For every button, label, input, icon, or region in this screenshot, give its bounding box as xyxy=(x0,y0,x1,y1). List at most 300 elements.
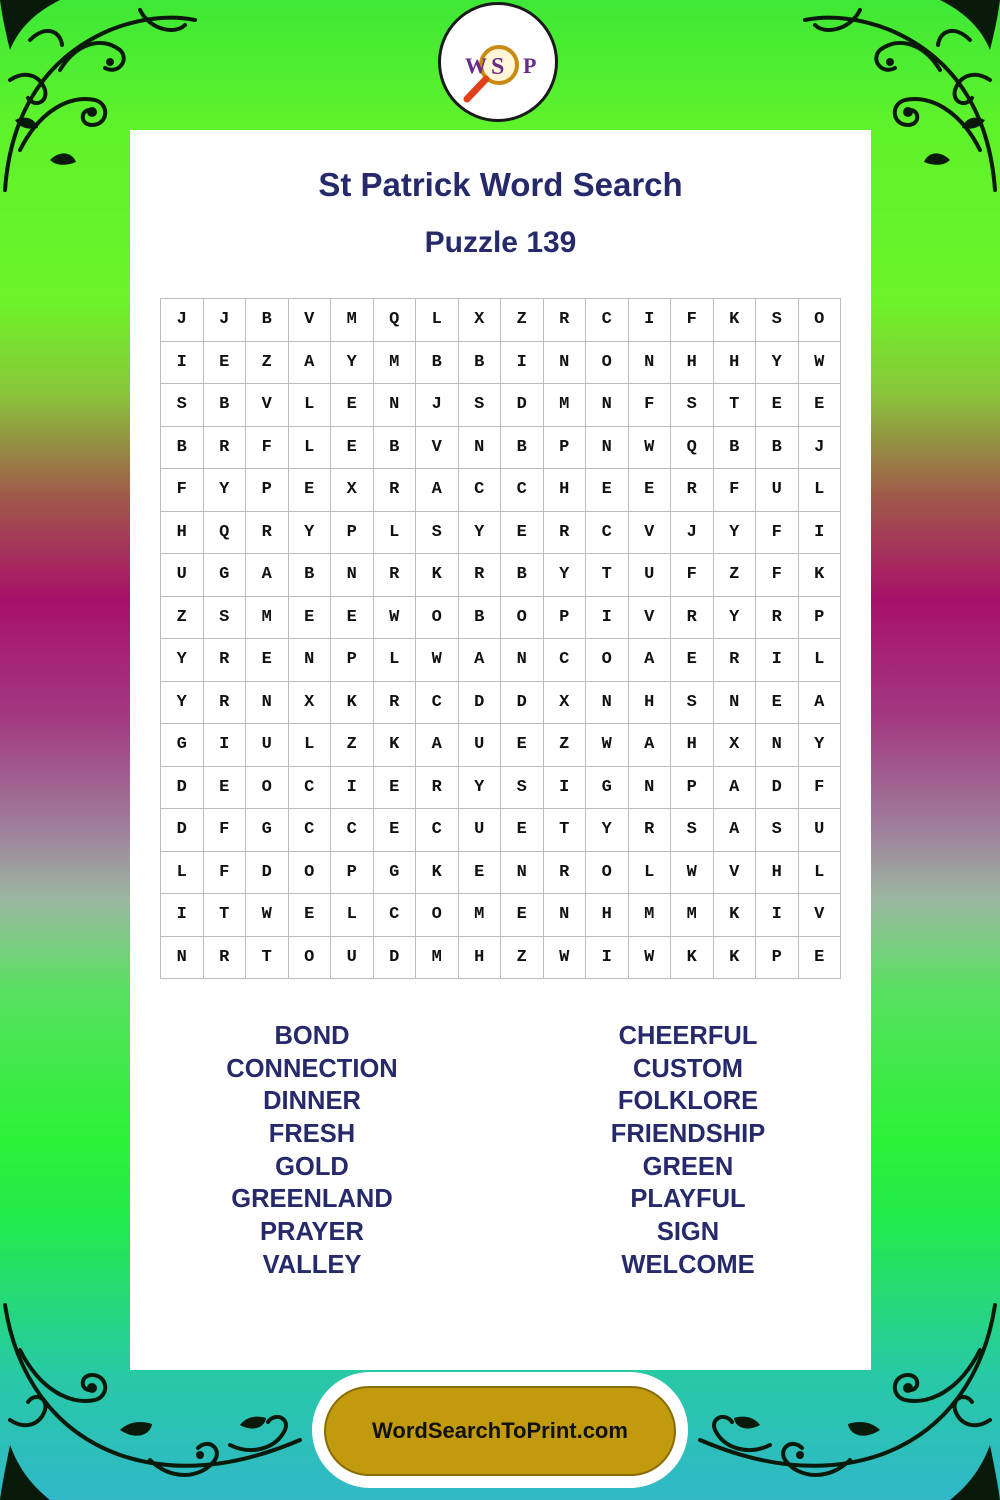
grid-cell[interactable]: U xyxy=(246,724,289,767)
grid-row xyxy=(161,426,841,469)
grid-cell[interactable]: L xyxy=(416,299,459,342)
grid-cell[interactable]: B xyxy=(458,341,501,384)
grid-cell[interactable]: E xyxy=(501,894,544,937)
grid-cell[interactable]: R xyxy=(373,681,416,724)
grid-cell[interactable]: N xyxy=(756,724,799,767)
grid-cell[interactable]: F xyxy=(798,766,841,809)
grid-cell[interactable]: A xyxy=(416,724,459,767)
grid-cell[interactable]: B xyxy=(501,426,544,469)
grid-cell[interactable]: P xyxy=(331,639,374,682)
grid-cell[interactable]: B xyxy=(288,554,331,597)
grid-cell[interactable]: H xyxy=(628,681,671,724)
grid-cell[interactable]: W xyxy=(628,426,671,469)
grid-cell[interactable]: C xyxy=(586,511,629,554)
grid-cell[interactable]: B xyxy=(713,426,756,469)
grid-cell[interactable]: W xyxy=(586,724,629,767)
grid-cell[interactable]: U xyxy=(458,809,501,852)
grid-cell[interactable]: E xyxy=(458,851,501,894)
grid-cell[interactable]: S xyxy=(458,384,501,427)
word-list-item: CHEERFUL xyxy=(618,1022,758,1050)
grid-cell[interactable]: M xyxy=(543,384,586,427)
word-list-item: FOLKLORE xyxy=(617,1087,759,1116)
grid-cell[interactable]: K xyxy=(798,554,841,597)
grid-cell[interactable]: Y xyxy=(203,469,246,512)
grid-cell[interactable]: T xyxy=(203,894,246,937)
grid-cell[interactable]: W xyxy=(246,894,289,937)
grid-cell[interactable]: E xyxy=(798,936,841,979)
wsp-logo[interactable] xyxy=(438,2,558,122)
grid-cell[interactable]: X xyxy=(543,681,586,724)
grid-cell[interactable]: D xyxy=(756,766,799,809)
grid-cell[interactable]: S xyxy=(671,384,714,427)
grid-cell[interactable]: O xyxy=(586,851,629,894)
grid-cell[interactable]: U xyxy=(458,724,501,767)
grid-cell[interactable]: F xyxy=(246,426,289,469)
grid-cell[interactable]: H xyxy=(671,724,714,767)
grid-row xyxy=(161,809,841,852)
grid-cell[interactable]: U xyxy=(756,469,799,512)
grid-cell[interactable]: R xyxy=(543,299,586,342)
grid-cell[interactable]: C xyxy=(416,809,459,852)
grid-cell[interactable]: X xyxy=(331,469,374,512)
grid-cell[interactable]: Y xyxy=(161,639,204,682)
grid-cell[interactable]: N xyxy=(161,936,204,979)
grid-row xyxy=(161,724,841,767)
grid-cell[interactable]: G xyxy=(586,766,629,809)
puzzle-sheet xyxy=(130,130,871,1370)
grid-cell[interactable]: R xyxy=(373,469,416,512)
grid-cell[interactable]: E xyxy=(331,384,374,427)
grid-cell[interactable]: Y xyxy=(586,809,629,852)
word-list-item: DINNER xyxy=(263,1087,361,1116)
grid-cell[interactable]: V xyxy=(246,384,289,427)
grid-cell[interactable]: I xyxy=(756,639,799,682)
grid-cell[interactable]: E xyxy=(501,511,544,554)
grid-row xyxy=(161,894,841,937)
grid-cell[interactable]: B xyxy=(203,384,246,427)
grid-cell[interactable]: N xyxy=(288,639,331,682)
grid-cell[interactable]: S xyxy=(671,809,714,852)
grid-cell[interactable]: B xyxy=(416,341,459,384)
grid-cell[interactable]: N xyxy=(586,681,629,724)
grid-cell[interactable]: A xyxy=(713,809,756,852)
grid-cell[interactable]: P xyxy=(671,766,714,809)
grid-cell[interactable]: C xyxy=(586,299,629,342)
grid-cell[interactable]: I xyxy=(161,341,204,384)
grid-cell[interactable]: F xyxy=(203,809,246,852)
grid-cell[interactable]: R xyxy=(246,511,289,554)
grid-cell[interactable]: D xyxy=(373,936,416,979)
website-badge xyxy=(312,1372,688,1488)
grid-cell[interactable]: M xyxy=(628,894,671,937)
grid-cell[interactable]: E xyxy=(203,341,246,384)
grid-cell[interactable]: W xyxy=(416,639,459,682)
grid-cell[interactable]: Q xyxy=(203,511,246,554)
grid-cell[interactable]: Q xyxy=(671,426,714,469)
grid-cell[interactable]: T xyxy=(713,384,756,427)
grid-cell[interactable]: R xyxy=(203,681,246,724)
grid-cell[interactable]: P xyxy=(246,469,289,512)
grid-cell[interactable]: R xyxy=(203,936,246,979)
grid-cell[interactable]: J xyxy=(416,384,459,427)
grid-cell[interactable]: C xyxy=(288,809,331,852)
grid-row xyxy=(161,384,841,427)
grid-row xyxy=(161,596,841,639)
grid-cell[interactable]: C xyxy=(543,639,586,682)
grid-cell[interactable]: E xyxy=(373,809,416,852)
grid-cell[interactable]: M xyxy=(331,299,374,342)
grid-cell[interactable]: A xyxy=(458,639,501,682)
grid-cell[interactable]: I xyxy=(586,596,629,639)
grid-cell[interactable]: K xyxy=(713,894,756,937)
grid-cell[interactable]: Y xyxy=(161,681,204,724)
grid-cell[interactable]: J xyxy=(798,426,841,469)
grid-cell[interactable]: M xyxy=(373,341,416,384)
grid-cell[interactable]: N xyxy=(713,681,756,724)
grid-cell[interactable]: A xyxy=(628,724,671,767)
logo-letter-w: W xyxy=(465,53,487,78)
grid-cell[interactable]: E xyxy=(756,681,799,724)
grid-cell[interactable]: K xyxy=(671,936,714,979)
grid-cell[interactable]: Z xyxy=(543,724,586,767)
word-list-item: FRIENDSHIP xyxy=(610,1120,766,1149)
grid-cell[interactable]: L xyxy=(373,639,416,682)
grid-cell[interactable]: L xyxy=(288,724,331,767)
grid-cell[interactable]: W xyxy=(373,596,416,639)
grid-cell[interactable]: F xyxy=(756,511,799,554)
grid-cell[interactable]: J xyxy=(203,299,246,342)
grid-cell[interactable]: Q xyxy=(373,299,416,342)
grid-cell[interactable]: T xyxy=(586,554,629,597)
grid-cell[interactable]: E xyxy=(671,639,714,682)
grid-cell[interactable]: C xyxy=(288,766,331,809)
grid-cell[interactable]: P xyxy=(331,511,374,554)
grid-cell[interactable]: U xyxy=(798,809,841,852)
grid-cell[interactable]: N xyxy=(458,426,501,469)
grid-cell[interactable]: V xyxy=(798,894,841,937)
grid-cell[interactable]: O xyxy=(246,766,289,809)
grid-cell[interactable]: E xyxy=(203,766,246,809)
grid-cell[interactable]: B xyxy=(373,426,416,469)
grid-cell[interactable]: S xyxy=(501,766,544,809)
grid-cell[interactable]: Y xyxy=(756,341,799,384)
grid-cell[interactable]: Z xyxy=(246,341,289,384)
grid-cell[interactable]: V xyxy=(628,596,671,639)
grid-cell[interactable]: X xyxy=(288,681,331,724)
grid-cell[interactable]: C xyxy=(373,894,416,937)
grid-cell[interactable]: G xyxy=(161,724,204,767)
grid-cell[interactable]: F xyxy=(628,384,671,427)
grid-cell[interactable]: K xyxy=(713,299,756,342)
grid-row xyxy=(161,766,841,809)
grid-cell[interactable]: V xyxy=(288,299,331,342)
grid-cell[interactable]: R xyxy=(373,554,416,597)
grid-cell[interactable]: N xyxy=(501,639,544,682)
letter-grid xyxy=(160,298,841,979)
website-link-label: WordSearchToPrint.com xyxy=(372,1418,628,1443)
word-list-item: VALLEY xyxy=(262,1250,362,1279)
word-list-item: CONNECTION xyxy=(226,1054,398,1083)
grid-cell[interactable]: B xyxy=(458,596,501,639)
grid-cell[interactable]: Y xyxy=(543,554,586,597)
word-list-item: BOND xyxy=(274,1022,350,1050)
grid-cell[interactable]: E xyxy=(331,596,374,639)
grid-cell[interactable]: N xyxy=(373,384,416,427)
grid-cell[interactable]: E xyxy=(373,766,416,809)
grid-cell[interactable]: E xyxy=(331,426,374,469)
grid-cell[interactable]: N xyxy=(501,851,544,894)
grid-cell[interactable]: B xyxy=(756,426,799,469)
grid-cell[interactable]: H xyxy=(586,894,629,937)
grid-cell[interactable]: E xyxy=(288,894,331,937)
grid-cell[interactable]: N xyxy=(331,554,374,597)
grid-cell[interactable]: Z xyxy=(501,299,544,342)
grid-cell[interactable]: N xyxy=(543,341,586,384)
grid-cell[interactable]: Y xyxy=(713,596,756,639)
grid-cell[interactable]: N xyxy=(586,384,629,427)
grid-cell[interactable]: Y xyxy=(331,341,374,384)
grid-cell[interactable]: S xyxy=(671,681,714,724)
grid-cell[interactable]: M xyxy=(458,894,501,937)
grid-cell[interactable]: L xyxy=(288,426,331,469)
grid-cell[interactable]: I xyxy=(203,724,246,767)
grid-cell[interactable]: B xyxy=(246,299,289,342)
grid-cell[interactable]: Y xyxy=(288,511,331,554)
word-list-item: PRAYER xyxy=(260,1218,364,1247)
grid-cell[interactable]: I xyxy=(161,894,204,937)
word-list-item: WELCOME xyxy=(621,1250,755,1279)
grid-cell[interactable]: I xyxy=(756,894,799,937)
grid-cell[interactable]: I xyxy=(543,766,586,809)
grid-cell[interactable]: H xyxy=(458,936,501,979)
grid-cell[interactable]: Y xyxy=(458,511,501,554)
grid-cell[interactable]: I xyxy=(798,511,841,554)
word-list-item: GREENLAND xyxy=(231,1185,393,1214)
grid-cell[interactable]: W xyxy=(628,936,671,979)
grid-cell[interactable]: Y xyxy=(798,724,841,767)
grid-cell[interactable]: F xyxy=(203,851,246,894)
grid-cell[interactable]: H xyxy=(713,341,756,384)
grid-cell[interactable]: I xyxy=(501,341,544,384)
logo-letter-p: P xyxy=(523,53,537,78)
grid-cell[interactable]: E xyxy=(798,384,841,427)
grid-cell[interactable]: I xyxy=(628,299,671,342)
word-list-item: CUSTOM xyxy=(632,1054,744,1083)
grid-cell[interactable]: Z xyxy=(331,724,374,767)
grid-cell[interactable]: F xyxy=(671,299,714,342)
grid-cell[interactable]: F xyxy=(756,554,799,597)
grid-row xyxy=(161,469,841,512)
word-list-item: GREEN xyxy=(642,1152,734,1181)
grid-cell[interactable]: N xyxy=(543,894,586,937)
grid-cell[interactable]: L xyxy=(798,639,841,682)
word-list-item: SIGN xyxy=(656,1218,720,1247)
grid-cell[interactable]: R xyxy=(628,809,671,852)
grid-cell[interactable]: R xyxy=(713,639,756,682)
word-list-right xyxy=(523,1020,853,1282)
grid-cell[interactable]: X xyxy=(713,724,756,767)
grid-cell[interactable]: R xyxy=(671,469,714,512)
grid-cell[interactable]: R xyxy=(416,766,459,809)
grid-cell[interactable]: Z xyxy=(713,554,756,597)
grid-cell[interactable]: V xyxy=(628,511,671,554)
grid-cell[interactable]: K xyxy=(373,724,416,767)
grid-cell[interactable]: W xyxy=(798,341,841,384)
grid-cell[interactable]: O xyxy=(416,894,459,937)
grid-cell[interactable]: O xyxy=(586,639,629,682)
grid-cell[interactable]: L xyxy=(288,384,331,427)
grid-cell[interactable]: E xyxy=(756,384,799,427)
grid-cell[interactable]: H xyxy=(756,851,799,894)
grid-cell[interactable]: N xyxy=(586,426,629,469)
grid-cell[interactable]: K xyxy=(713,936,756,979)
grid-cell[interactable]: P xyxy=(543,426,586,469)
grid-cell[interactable]: S xyxy=(203,596,246,639)
grid-cell[interactable]: O xyxy=(416,596,459,639)
grid-cell[interactable]: E xyxy=(628,469,671,512)
grid-cell[interactable]: I xyxy=(331,766,374,809)
grid-cell[interactable]: C xyxy=(501,469,544,512)
grid-cell[interactable]: D xyxy=(458,681,501,724)
grid-cell[interactable]: U xyxy=(628,554,671,597)
grid-cell[interactable]: K xyxy=(331,681,374,724)
grid-cell[interactable]: A xyxy=(713,766,756,809)
grid-cell[interactable]: O xyxy=(501,596,544,639)
grid-row xyxy=(161,554,841,597)
grid-cell[interactable]: T xyxy=(246,936,289,979)
word-list-item: PLAYFUL xyxy=(630,1185,746,1214)
grid-cell[interactable]: P xyxy=(756,936,799,979)
grid-cell[interactable]: M xyxy=(671,894,714,937)
grid-cell[interactable]: R xyxy=(203,639,246,682)
grid-cell[interactable]: S xyxy=(756,299,799,342)
word-list-left xyxy=(147,1020,477,1282)
grid-cell[interactable]: C xyxy=(458,469,501,512)
grid-cell[interactable]: R xyxy=(543,511,586,554)
grid-cell[interactable]: C xyxy=(331,809,374,852)
grid-cell[interactable]: O xyxy=(586,341,629,384)
grid-cell[interactable]: N xyxy=(628,341,671,384)
grid-cell[interactable]: P xyxy=(798,596,841,639)
grid-cell[interactable]: E xyxy=(246,639,289,682)
grid-cell[interactable]: E xyxy=(288,469,331,512)
grid-cell[interactable]: L xyxy=(161,851,204,894)
grid-cell[interactable]: K xyxy=(416,554,459,597)
grid-cell[interactable]: W xyxy=(671,851,714,894)
magnifier-icon xyxy=(441,5,555,119)
grid-cell[interactable]: V xyxy=(416,426,459,469)
grid-cell[interactable]: E xyxy=(586,469,629,512)
grid-cell[interactable]: R xyxy=(543,851,586,894)
grid-cell[interactable]: U xyxy=(161,554,204,597)
grid-cell[interactable]: S xyxy=(161,384,204,427)
grid-row xyxy=(161,936,841,979)
grid-cell[interactable]: I xyxy=(586,936,629,979)
grid-row xyxy=(161,639,841,682)
grid-cell[interactable]: N xyxy=(246,681,289,724)
grid-cell[interactable]: G xyxy=(246,809,289,852)
website-link-button[interactable] xyxy=(324,1386,676,1476)
grid-cell[interactable]: D xyxy=(501,681,544,724)
grid-cell[interactable]: F xyxy=(713,469,756,512)
grid-cell[interactable]: D xyxy=(161,809,204,852)
grid-cell[interactable]: L xyxy=(331,894,374,937)
grid-cell[interactable]: A xyxy=(416,469,459,512)
grid-cell[interactable]: Z xyxy=(161,596,204,639)
grid-cell[interactable]: L xyxy=(798,851,841,894)
grid-cell[interactable]: H xyxy=(671,341,714,384)
grid-row xyxy=(161,511,841,554)
grid-cell[interactable]: V xyxy=(713,851,756,894)
grid-cell[interactable]: E xyxy=(288,596,331,639)
grid-cell[interactable]: S xyxy=(756,809,799,852)
grid-cell[interactable]: E xyxy=(501,724,544,767)
grid-cell[interactable]: J xyxy=(671,511,714,554)
grid-cell[interactable]: R xyxy=(756,596,799,639)
grid-cell[interactable]: R xyxy=(203,426,246,469)
grid-cell[interactable]: O xyxy=(288,851,331,894)
grid-cell[interactable]: R xyxy=(458,554,501,597)
grid-cell[interactable]: W xyxy=(543,936,586,979)
grid-cell[interactable]: Z xyxy=(501,936,544,979)
grid-cell[interactable]: C xyxy=(416,681,459,724)
grid-cell[interactable]: T xyxy=(543,809,586,852)
grid-cell[interactable]: D xyxy=(501,384,544,427)
grid-cell[interactable]: A xyxy=(628,639,671,682)
grid-cell[interactable]: M xyxy=(416,936,459,979)
grid-cell[interactable]: P xyxy=(331,851,374,894)
grid-cell[interactable]: N xyxy=(628,766,671,809)
grid-cell[interactable]: L xyxy=(798,469,841,512)
word-list-item: GOLD xyxy=(275,1152,349,1181)
grid-row xyxy=(161,299,841,342)
grid-cell[interactable]: B xyxy=(161,426,204,469)
grid-row xyxy=(161,681,841,724)
grid-cell[interactable]: F xyxy=(671,554,714,597)
grid-cell[interactable]: U xyxy=(331,936,374,979)
grid-cell[interactable]: X xyxy=(458,299,501,342)
grid-cell[interactable]: Y xyxy=(713,511,756,554)
grid-cell[interactable]: Y xyxy=(458,766,501,809)
grid-cell[interactable]: D xyxy=(246,851,289,894)
grid-cell[interactable]: G xyxy=(373,851,416,894)
grid-row xyxy=(161,341,841,384)
grid-cell[interactable]: G xyxy=(203,554,246,597)
grid-cell[interactable]: E xyxy=(501,809,544,852)
grid-cell[interactable]: F xyxy=(161,469,204,512)
grid-cell[interactable]: L xyxy=(373,511,416,554)
word-list-item: FRESH xyxy=(268,1120,356,1149)
grid-cell[interactable]: A xyxy=(246,554,289,597)
grid-cell[interactable]: B xyxy=(501,554,544,597)
grid-cell[interactable]: K xyxy=(416,851,459,894)
grid-cell[interactable]: R xyxy=(671,596,714,639)
puzzle-number: Puzzle 139 xyxy=(424,226,577,259)
grid-cell[interactable]: L xyxy=(628,851,671,894)
grid-cell[interactable]: S xyxy=(416,511,459,554)
grid-cell[interactable]: H xyxy=(161,511,204,554)
grid-cell[interactable]: D xyxy=(161,766,204,809)
grid-cell[interactable]: O xyxy=(288,936,331,979)
grid-cell[interactable]: A xyxy=(798,681,841,724)
logo-letter-s: S xyxy=(491,54,505,80)
grid-cell[interactable]: A xyxy=(288,341,331,384)
grid-cell[interactable]: J xyxy=(161,299,204,342)
grid-cell[interactable]: P xyxy=(543,596,586,639)
grid-cell[interactable]: M xyxy=(246,596,289,639)
grid-cell[interactable]: H xyxy=(543,469,586,512)
grid-cell[interactable]: O xyxy=(798,299,841,342)
